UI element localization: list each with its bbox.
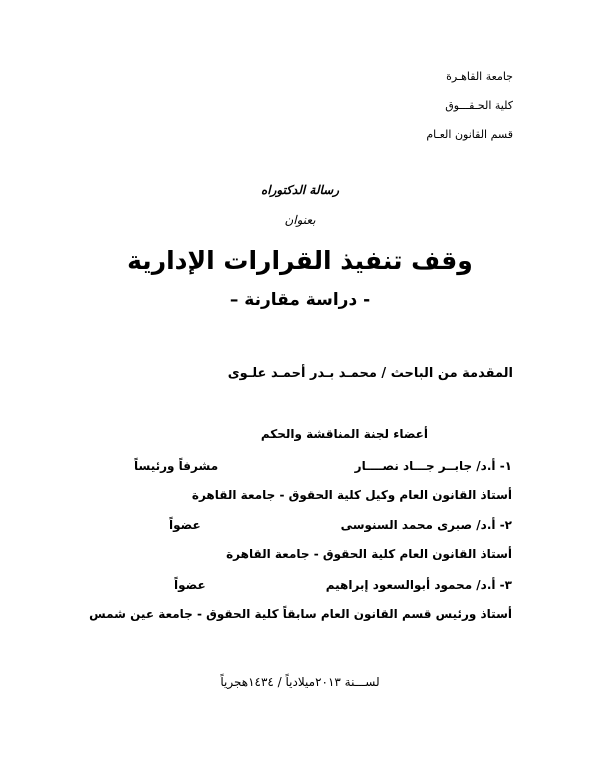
thesis-subtitle: - دراسة مقارنة – bbox=[229, 290, 371, 310]
member-2-name: ٢- أ.د/ صبرى محمد السنوسى bbox=[340, 518, 512, 532]
member-3-position: أستاذ ورئيس قسم القانون العام سابقاً كلية الحقوق - جامعة عين شمس bbox=[89, 607, 512, 621]
member-1-role: مشرفاً ورئيساً bbox=[134, 459, 219, 473]
member-2-position: أستاذ القانون العام كلية الحقوق - جامعة القاهرة bbox=[226, 547, 512, 561]
thesis-type: رسالة الدكتوراه bbox=[260, 183, 339, 197]
titled-label: بعنوان bbox=[284, 213, 316, 227]
member-3-name: ٣- أ.د/ محمود أبوالسعود إبراهيم bbox=[325, 578, 512, 592]
member-1-position: أستاذ القانون العام وكيل كلية الحقوق - جامعة القاهرة bbox=[191, 488, 512, 502]
member-2-role: عضواً bbox=[169, 518, 201, 532]
year-line: لســـنة ٢٠١٣ميلادياً / ١٤٣٤هجرياً bbox=[220, 675, 380, 689]
member-1-name: ١- أ.د/ جابــر جـــاد نصــــار bbox=[354, 459, 512, 473]
faculty-name: كلية الحـقـــوق bbox=[445, 99, 513, 112]
member-3-role: عضواً bbox=[174, 578, 206, 592]
committee-heading: أعضاء لجنة المناقشة والحكم bbox=[260, 427, 428, 441]
department-name: قسم القانون العـام bbox=[426, 128, 513, 141]
thesis-title: وقف تنفيذ القرارات الإدارية bbox=[127, 246, 473, 275]
university-name: جامعة القاهـرة bbox=[446, 70, 513, 83]
author-line: المقدمة من الباحث / محمـد بـدر أحمـد علـوى bbox=[227, 366, 513, 381]
